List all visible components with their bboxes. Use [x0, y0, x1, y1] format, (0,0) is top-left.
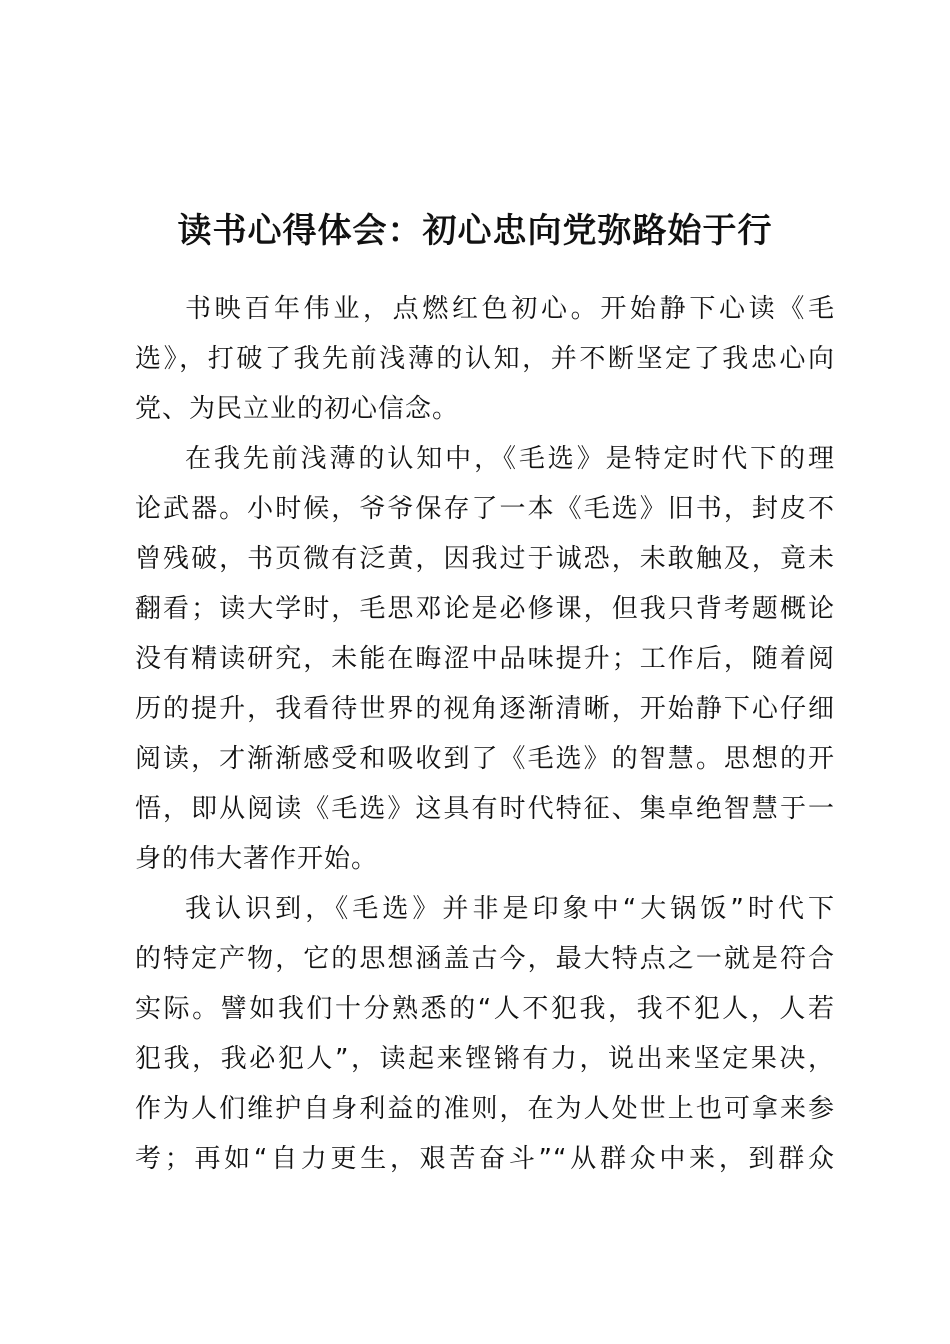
paragraph-line: 书映百年伟业，点燃红色初心。开始静下心读《毛: [185, 294, 835, 324]
paragraph-line: 党、为民立业的初心信念。: [135, 394, 460, 424]
paragraph-line: 我认识到，《毛选》并非是印象中“大锅饭”时代下: [185, 894, 835, 924]
paragraph-line: 论武器。小时候，爷爷保存了一本《毛选》旧书，封皮不: [135, 494, 835, 524]
paragraph-line: 历的提升，我看待世界的视角逐渐清晰，开始静下心仔细: [135, 694, 835, 724]
paragraph-line: 作为人们维护自身利益的准则，在为人处世上也可拿来参: [135, 1094, 835, 1124]
paragraph-line: 翻看；读大学时，毛思邓论是必修课，但我只背考题概论: [135, 594, 835, 624]
paragraph-line: 身的伟大著作开始。: [135, 844, 379, 874]
paragraph-line: 的特定产物，它的思想涵盖古今，最大特点之一就是符合: [135, 944, 835, 974]
paragraph-line: 没有精读研究，未能在晦涩中品味提升；工作后，随着阅: [135, 644, 835, 674]
paragraph-line: 阅读，才渐渐感受和吸收到了《毛选》的智慧。思想的开: [135, 744, 835, 774]
paragraph-line: 曾残破，书页微有泛黄，因我过于诚恐，未敢触及，竟未: [135, 544, 835, 574]
paragraph-line: 实际。譬如我们十分熟悉的“人不犯我，我不犯人，人若: [135, 994, 835, 1024]
document-body: [135, 284, 835, 1184]
paragraph-line: 悟，即从阅读《毛选》这具有时代特征、集卓绝智慧于一: [135, 794, 835, 824]
paragraph-line: 考；再如“自力更生，艰苦奋斗”“从群众中来，到群众: [135, 1144, 835, 1174]
document-title: 读书心得体会：初心忠向党弥路始于行: [177, 211, 773, 251]
paragraph-line: 在我先前浅薄的认知中，《毛选》是特定时代下的理: [185, 444, 835, 474]
paragraph-line: 选》，打破了我先前浅薄的认知，并不断坚定了我忠心向: [135, 344, 835, 374]
paragraph-line: 犯我，我必犯人”，读起来铿锵有力，说出来坚定果决，: [135, 1044, 835, 1074]
